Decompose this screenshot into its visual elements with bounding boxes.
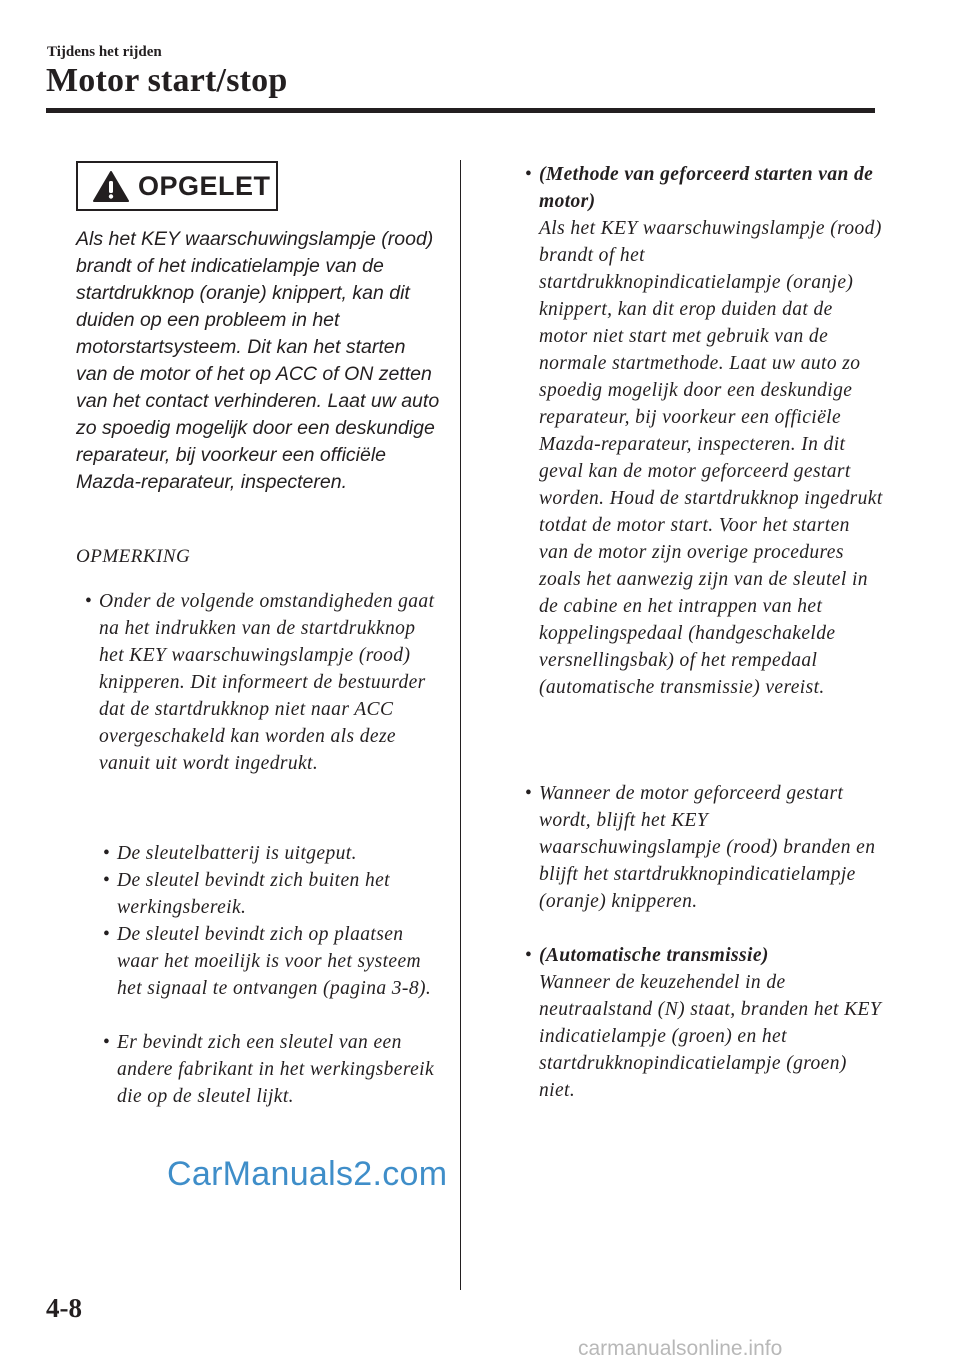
bullet: •	[525, 945, 533, 966]
list-item-text: Wanneer de motor geforceerd gestart wordt, blijft het KEY waarschuwingslampje (rood) branden en blijft het startdrukknopindicatielampje (oranje) knipperen.	[539, 783, 876, 912]
list-item	[85, 588, 444, 777]
bullet: •	[103, 843, 111, 864]
note-heading: OPMERKING	[76, 546, 191, 567]
bullet: •	[103, 1032, 111, 1053]
list-item-text: Als het KEY waarschuwingslampje (rood) brandt of het startdrukknopindicatielampje (oranje) knippert, kan dit erop duiden dat de motor niet start met gebruik van de normale startmethode. Laat uw auto zo spoedig mogelijk door een deskundige reparateur, bij voorkeur een officiële Mazda-reparateur, inspecteren. In dit geval kan de motor geforceerd gestart worden. Houd de startdrukknop ingedrukt totdat de motor start. Voor het starten van de motor zijn overige procedures zoals het aanwezig zijn van de sleutel in de cabine en het intrappen van het koppelingspedaal (handgeschakelde versnellingsbak) of het rempedaal (automatische transmissie) vereist.	[539, 218, 883, 698]
chapter-title: Motor start/stop	[46, 62, 288, 99]
sub-list-item	[103, 1029, 447, 1110]
sub-list-item-text: De sleutel bevindt zich op plaatsen waar het moeilijk is voor het systeem het signaal te ontvangen (pagina 3-8).	[117, 924, 432, 999]
sub-list-item	[103, 921, 447, 1002]
list-item-text: Wanneer de keuzehendel in de neutraalstand (N) staat, branden het KEY indicatielampje (groen) en het startdrukknopindicatielampje (groen) niet.	[539, 972, 882, 1101]
bullet: •	[103, 870, 111, 891]
warning-triangle-icon	[92, 170, 130, 203]
list-item	[525, 780, 884, 915]
caution-box	[76, 161, 278, 211]
sub-list-item-text: De sleutelbatterij is uitgeput.	[117, 843, 357, 864]
watermark: CarManuals2.com	[167, 1155, 448, 1193]
bullet: •	[525, 783, 533, 804]
bullet: •	[525, 164, 533, 185]
footer-watermark: carmanualsonline.info	[578, 1337, 783, 1360]
caution-label: OPGELET	[138, 170, 271, 201]
sub-list-item	[103, 840, 447, 867]
section-label: Tijdens het rijden	[47, 44, 162, 60]
list-item	[525, 942, 884, 1104]
sub-list-item-text: De sleutel bevindt zich buiten het werkingsbereik.	[117, 870, 390, 918]
column-divider	[460, 160, 461, 1290]
page-number: 4-8	[46, 1293, 82, 1323]
caution-text: Als het KEY waarschuwingslampje (rood) brandt of het indicatielampje van de startdrukknop (oranje) knippert, kan dit duiden op een probleem in het motorstartsysteem. Dit kan het starten van de motor of het op ACC of ON zetten van het contact verhinderen. Laat uw auto zo spoedig mogelijk door een deskundige reparateur, bij voorkeur een officiële Mazda-reparateur, inspecteren.	[76, 228, 440, 493]
list-item-heading: (Methode van geforceerd starten van de motor)	[539, 164, 874, 212]
list-item-heading: (Automatische transmissie)	[539, 945, 769, 966]
bullet: •	[85, 591, 93, 612]
sub-list-item	[103, 867, 447, 921]
sub-list-item-text: Er bevindt zich een sleutel van een andere fabrikant in het werkingsbereik die op de sleutel lijkt.	[117, 1032, 435, 1107]
title-rule	[46, 108, 875, 113]
list-item-text: Onder de volgende omstandigheden gaat na het indrukken van de startdrukknop het KEY waarschuwingslampje (rood) knipperen. Dit informeert de bestuurder dat de startdrukknop niet naar ACC overgeschakeld kan worden als deze vanuit uit wordt ingedrukt.	[99, 591, 435, 774]
bullet: •	[103, 924, 111, 945]
list-item	[525, 161, 884, 701]
